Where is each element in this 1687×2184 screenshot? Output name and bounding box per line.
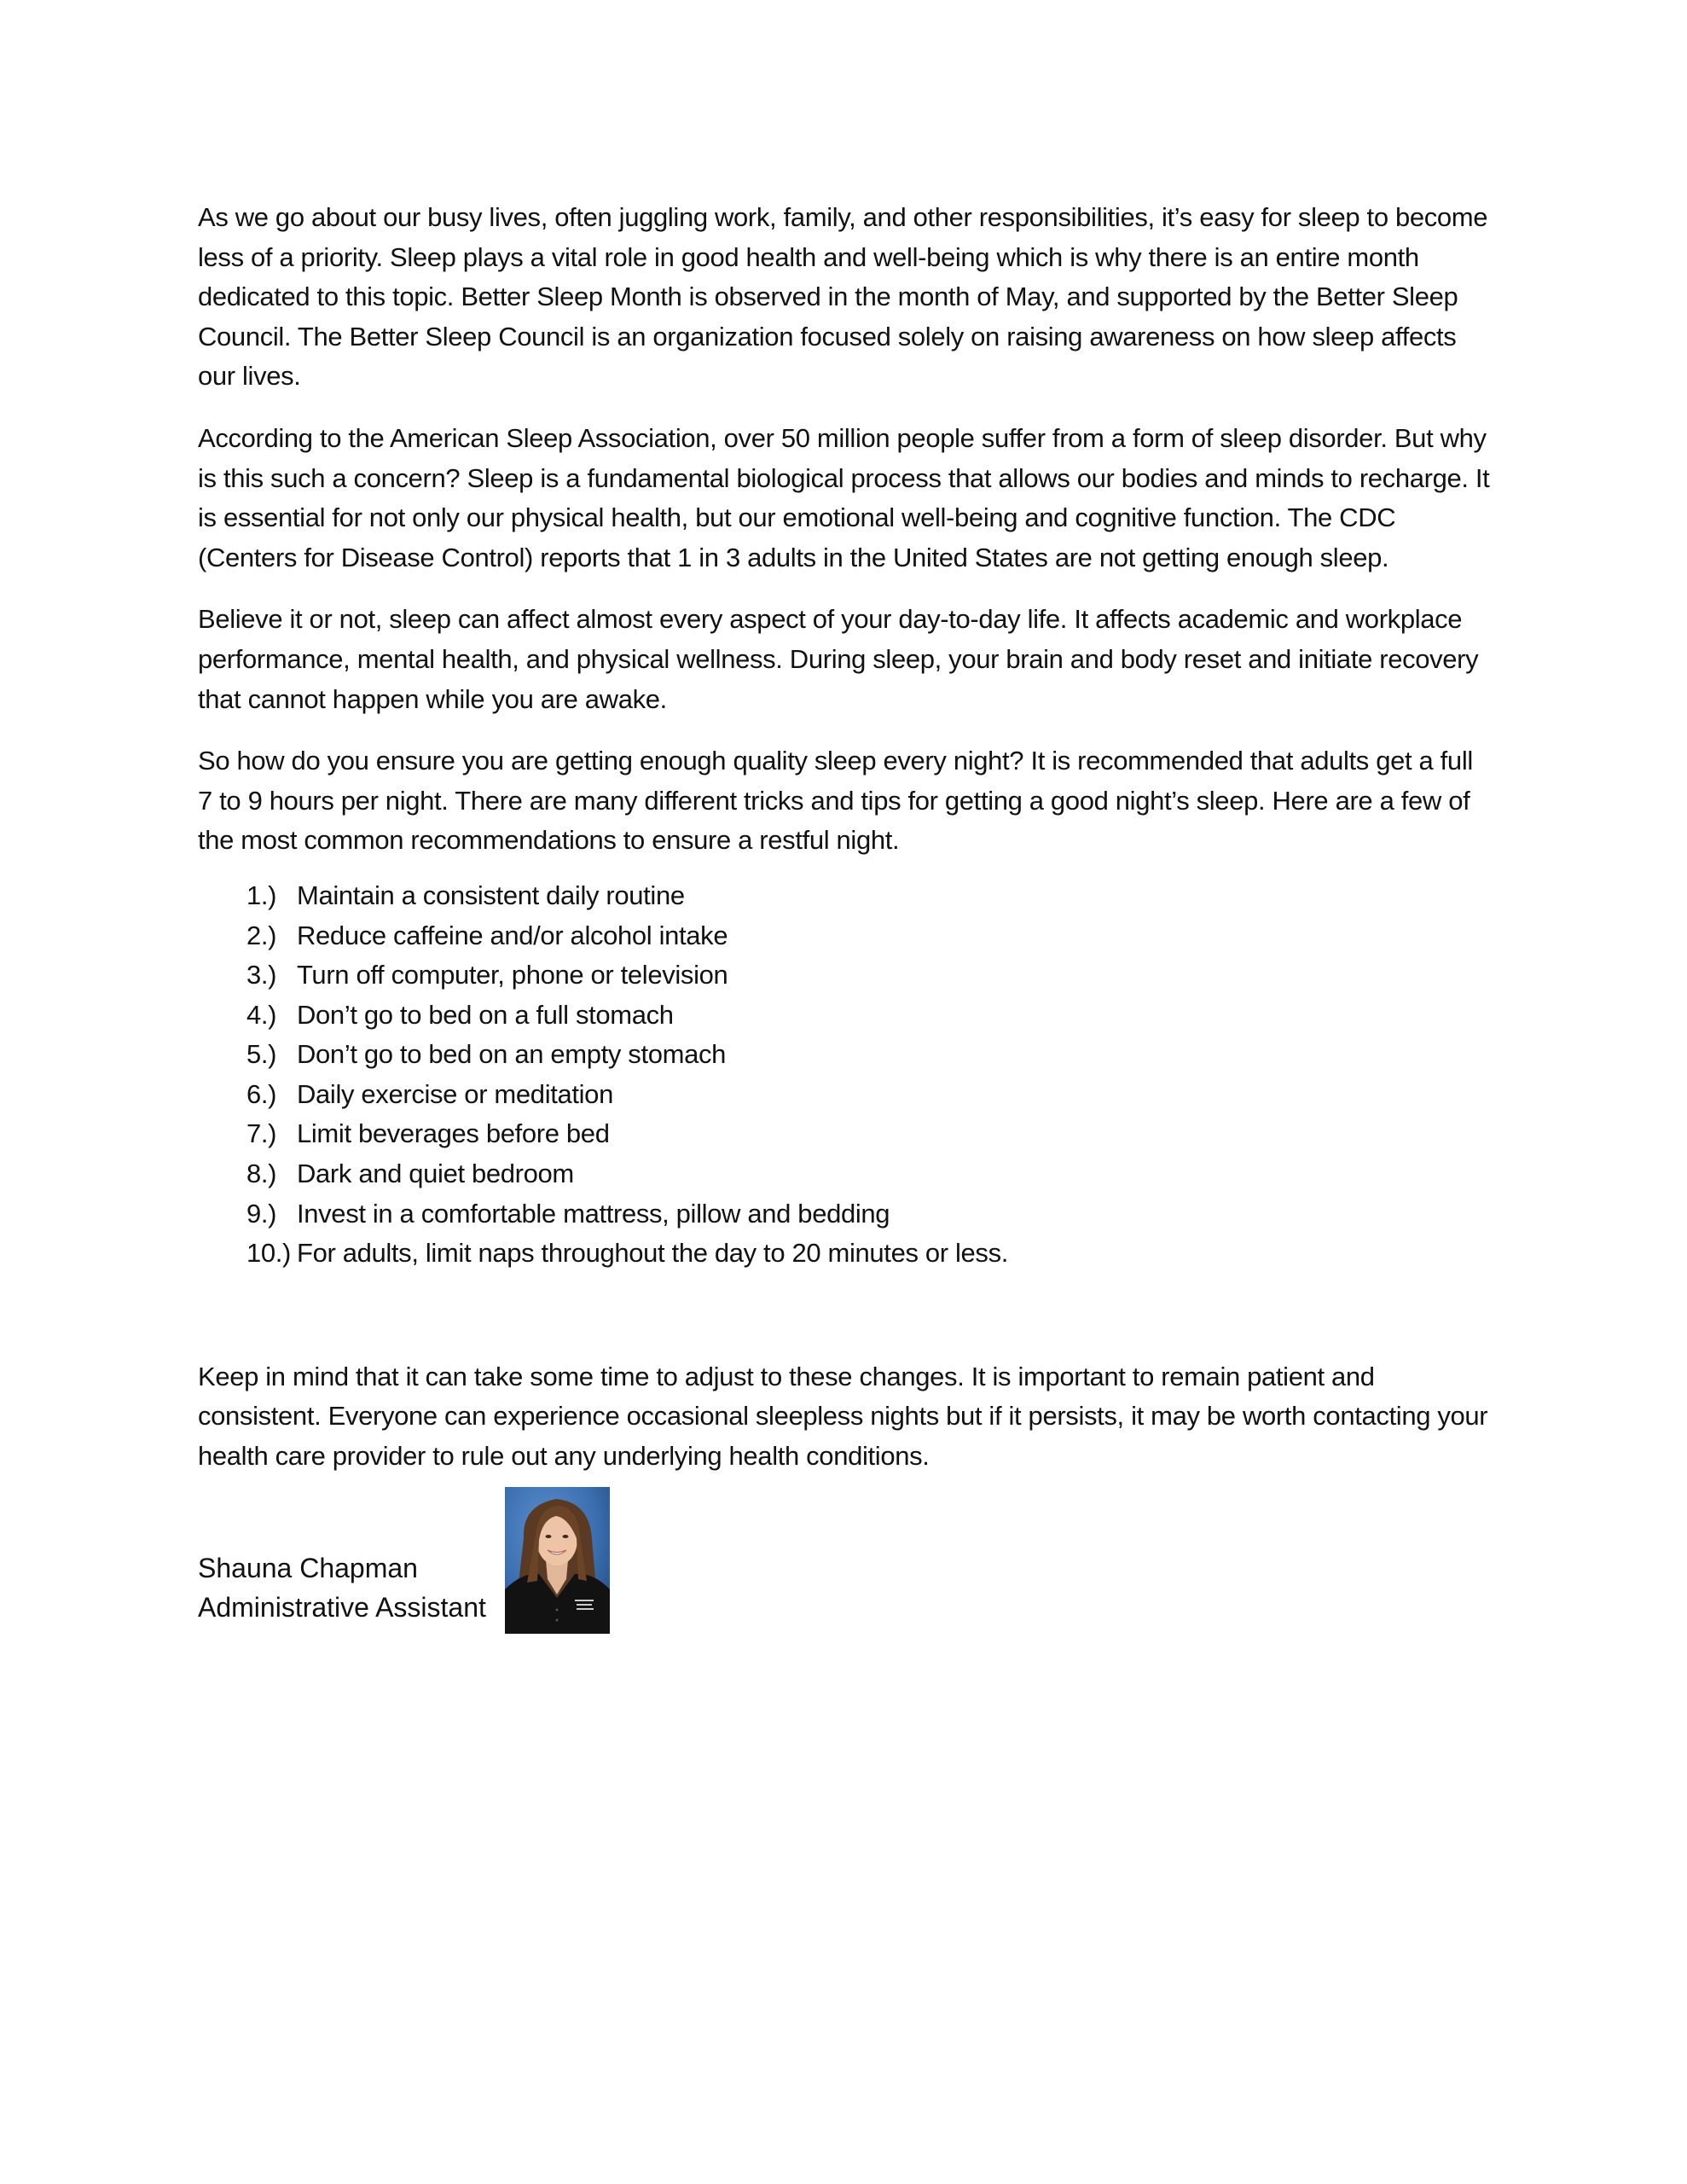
signature-text xyxy=(198,1548,486,1628)
list-item xyxy=(246,1035,1494,1075)
paragraph-closing: Keep in mind that it can take some time to adjust to these changes. It is important to remain patient and consistent. Everyone can experience occasional sleepless nights but if it persists, it may be worth contacting your health care provider to rule out any underlying health conditions. xyxy=(198,1361,1488,1472)
list-text: Daily exercise or meditation xyxy=(297,1078,613,1109)
list-text: For adults, limit naps throughout the day to 20 minutes or less. xyxy=(297,1238,1008,1269)
list-item xyxy=(246,876,1494,916)
list-number: 5.) xyxy=(246,1039,277,1070)
list-item xyxy=(246,956,1494,996)
document-page xyxy=(198,198,1494,1639)
list-number: 4.) xyxy=(246,999,277,1030)
list-text: Don’t go to bed on an empty stomach xyxy=(297,1039,727,1070)
list-text: Dark and quiet bedroom xyxy=(297,1159,574,1189)
tips-list xyxy=(198,876,1494,1274)
list-number: 1.) xyxy=(246,880,277,910)
paragraph-sleep-disorder: According to the American Sleep Association, over 50 million people suffer from a form of sleep disorder. But why is this such a concern? Sleep is a fundamental biological process that allows our bodies and minds to recharge. It is essential for not only our physical health, but our emotional well-being and cognitive function. The CDC (Centers for Disease Control) reports that 1 in 3 adults in the United States are not getting enough sleep. xyxy=(198,422,1490,572)
blank-space xyxy=(198,1274,1494,1357)
list-item xyxy=(246,1234,1494,1274)
list-item xyxy=(246,996,1494,1036)
list-item xyxy=(246,1114,1494,1154)
list-text: Reduce caffeine and/or alcohol intake xyxy=(297,920,728,950)
list-text: Don’t go to bed on a full stomach xyxy=(297,999,674,1030)
signature-block xyxy=(198,1477,1494,1639)
list-item xyxy=(246,1194,1494,1234)
list-number: 9.) xyxy=(246,1198,277,1228)
paragraph-recommendations: So how do you ensure you are getting enough quality sleep every night? It is recommended that adults get a full 7 to 9 hours per night. There are many different tricks and tips for getting a good night’s sleep. Here are a few of the most common recommendations to ensure a restful night. xyxy=(198,746,1473,856)
list-text: Invest in a comfortable mattress, pillow and bedding xyxy=(297,1198,890,1228)
list-number: 3.) xyxy=(246,960,277,990)
list-item xyxy=(246,1154,1494,1194)
portrait-photo xyxy=(505,1487,610,1634)
list-number: 8.) xyxy=(246,1159,277,1189)
list-text: Turn off computer, phone or television xyxy=(297,960,728,990)
list-item xyxy=(246,1075,1494,1115)
signature-title: Administrative Assistant xyxy=(198,1592,486,1623)
list-item xyxy=(246,916,1494,956)
list-text: Limit beverages before bed xyxy=(297,1118,610,1149)
list-text: Maintain a consistent daily routine xyxy=(297,880,685,910)
list-number: 10.) xyxy=(246,1238,292,1269)
list-number: 6.) xyxy=(246,1078,277,1109)
list-number: 2.) xyxy=(246,920,277,950)
signature-name: Shauna Chapman xyxy=(198,1552,418,1583)
list-number: 7.) xyxy=(246,1118,277,1149)
paragraph-effects: Believe it or not, sleep can affect almost every aspect of your day-to-day life. It affects academic and workplace performance, mental health, and physical wellness. During sleep, your brain and body reset and initiate recovery that cannot happen while you are awake. xyxy=(198,604,1479,714)
paragraph-intro: As we go about our busy lives, often juggling work, family, and other responsibilities, it’s easy for sleep to become less of a priority. Sleep plays a vital role in good health and well-being which is why there is an entire month dedicated to this topic. Better Sleep Month is observed in the month of May, and supported by the Better Sleep Council. The Better Sleep Council is an organization focused solely on raising awareness on how sleep affects our lives. xyxy=(198,202,1488,392)
